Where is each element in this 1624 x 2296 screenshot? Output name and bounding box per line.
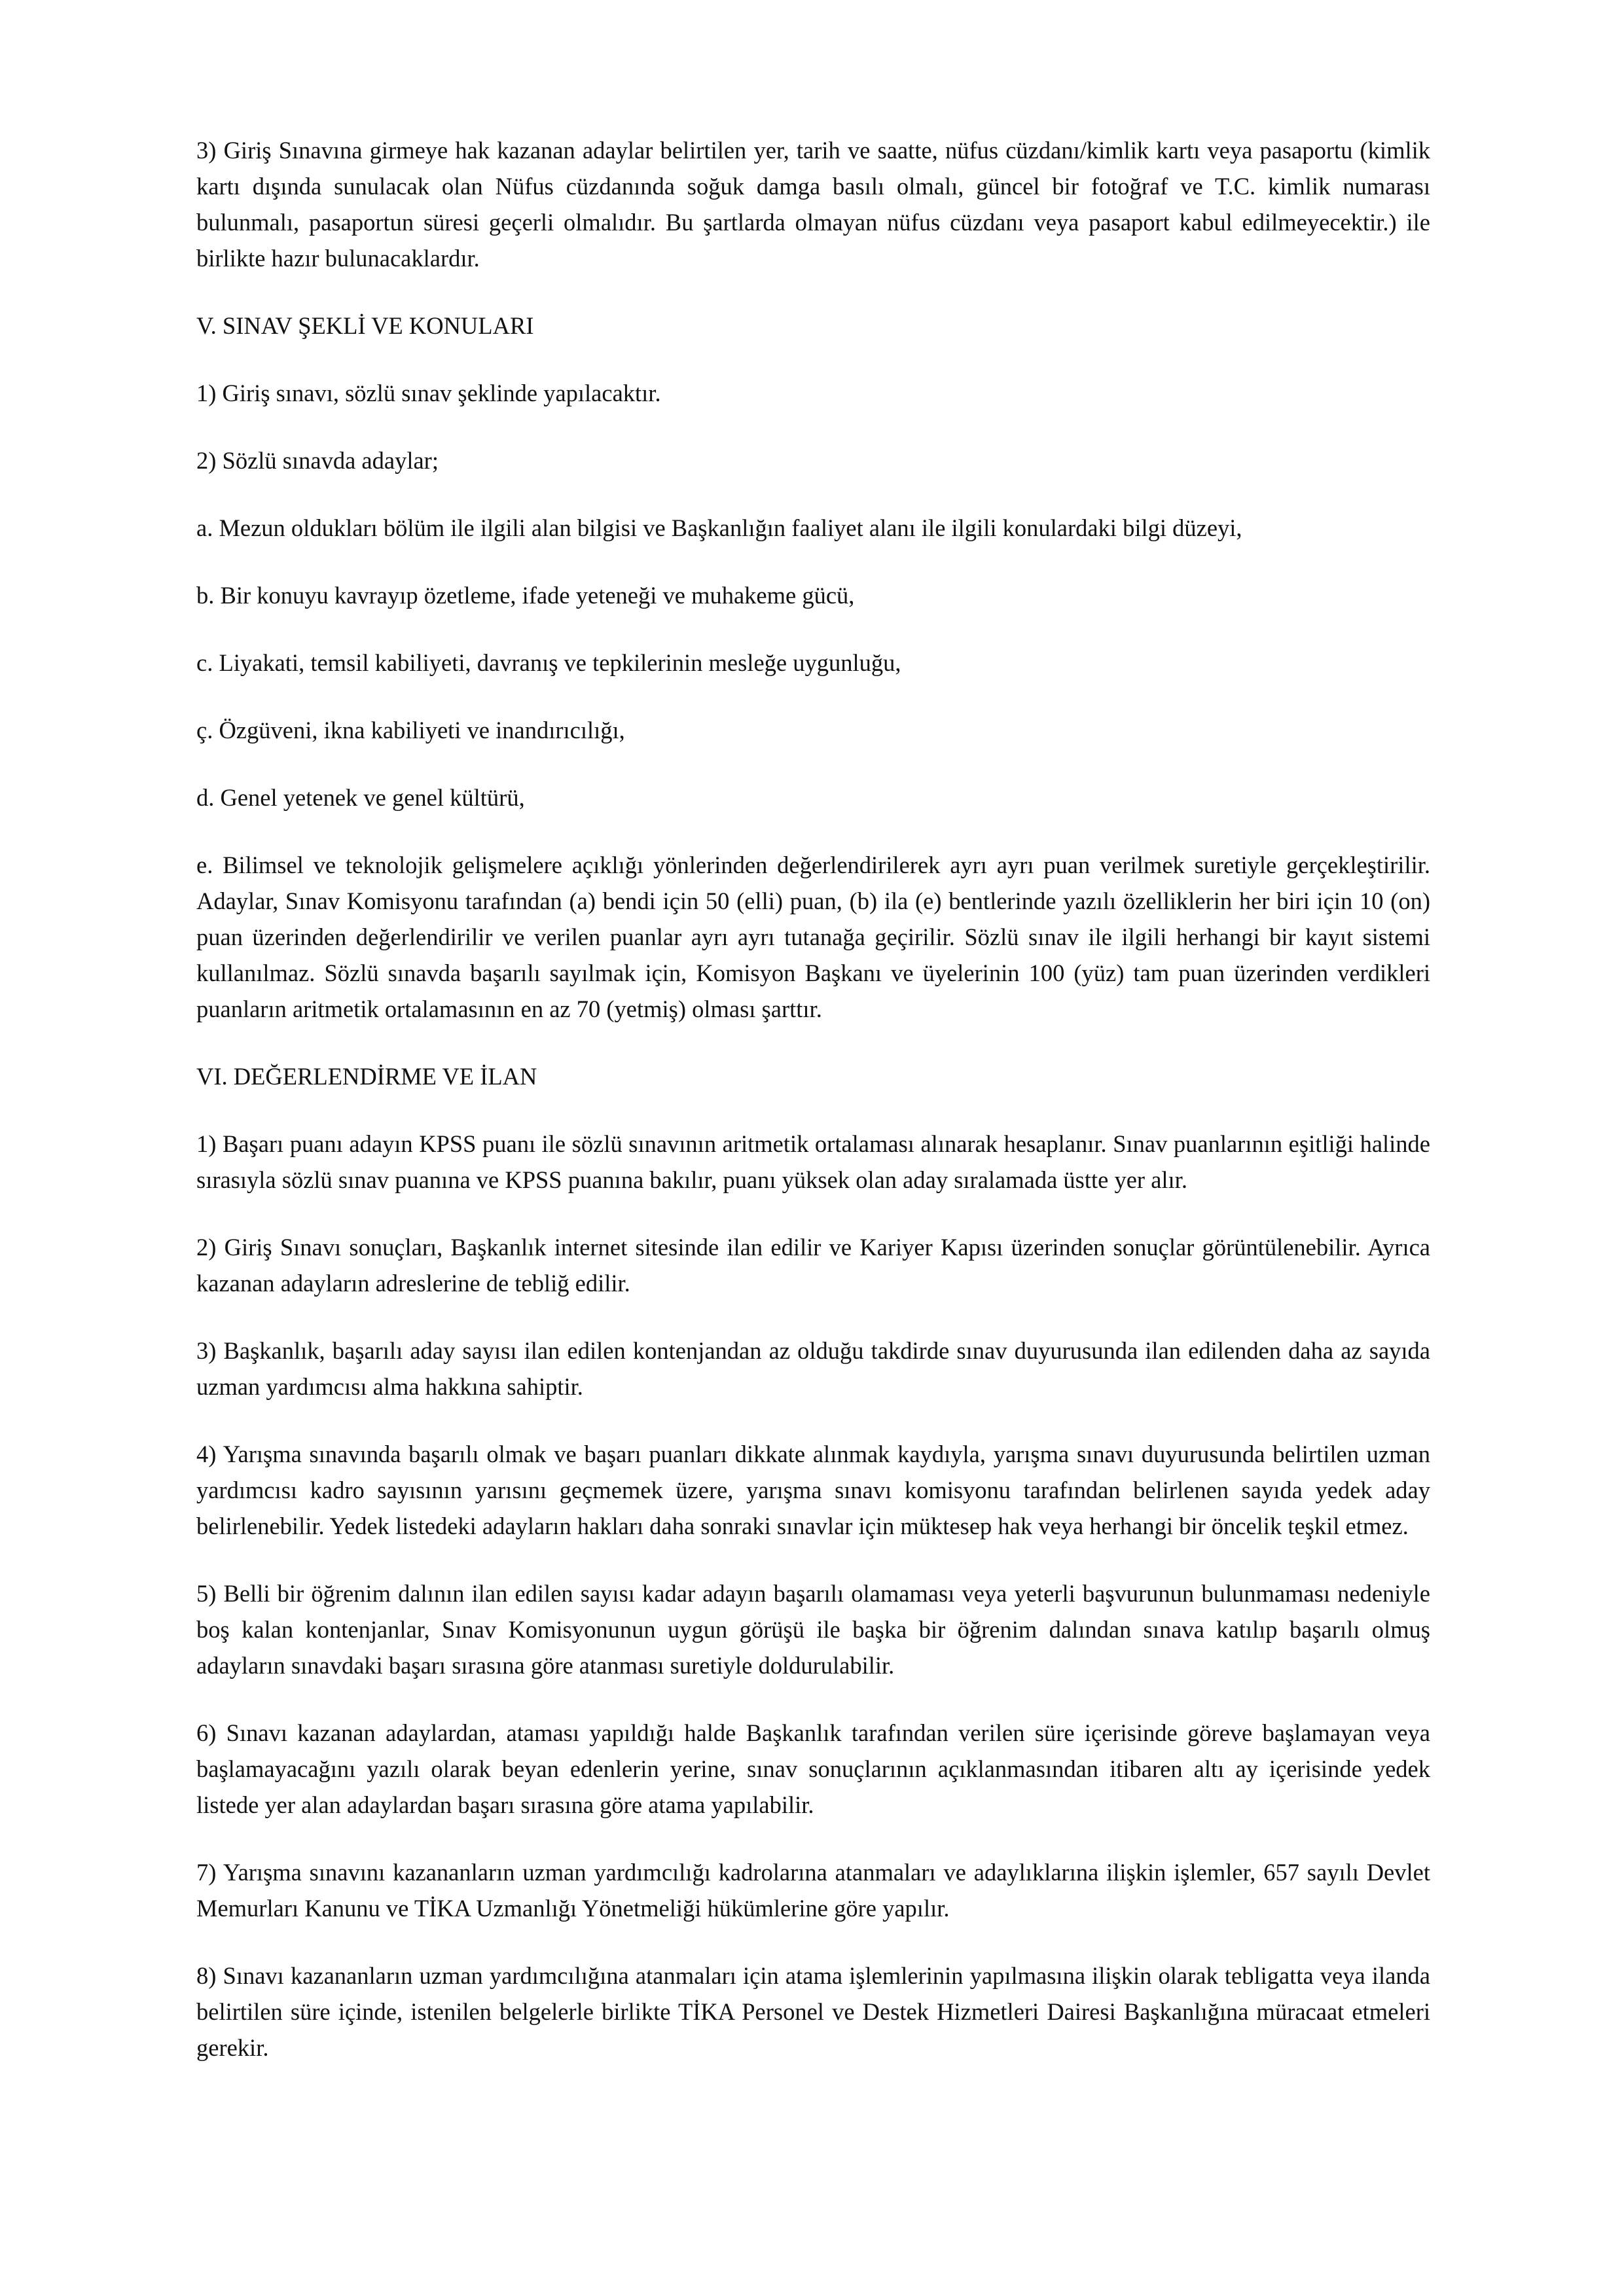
- list-item-d: d. Genel yetenek ve genel kültürü,: [196, 784, 525, 811]
- section-heading-exam-format: V. SINAV ŞEKLİ VE KONULARI: [196, 312, 534, 339]
- paragraph-eval-5: 5) Belli bir öğrenim dalının ilan edilen sayısı kadar adayın başarılı olamaması veya yeterli başvurunun bulunmaması nedeniyle boş kalan kontenjanlar, Sınav Komisyonunun uygun görüşü ile başka bir öğrenim dalından sınava katılıp başarılı olmuş adayların sınavdaki başarı sırasına göre atanması suretiyle doldurulabilir.: [196, 1580, 1430, 1679]
- list-item-a: a. Mezun oldukları bölüm ile ilgili alan bilgisi ve Başkanlığın faaliyet alanı ile ilgili konulardaki bilgi düzeyi,: [196, 514, 1242, 541]
- paragraph-eval-8: 8) Sınavı kazananların uzman yardımcılığına atanmaları için atama işlemlerinin yapılmasına ilişkin olarak tebligatta veya ilanda belirtilen süre içinde, istenilen belgelerle birlikte TİKA Personel ve Destek Hizmetleri Dairesi Başkanlığına müracaat etmeleri gerekir.: [196, 1962, 1430, 2061]
- paragraph-eval-6: 6) Sınavı kazanan adaylardan, ataması yapıldığı halde Başkanlık tarafından verilen süre içerisinde göreve başlamayan veya başlamayacağını yazılı olarak beyan edenlerin yerine, sınav sonuçlarının açıklanmasından itibaren altı ay içerisinde yedek listede yer alan adaylardan başarı sırasına göre atama yapılabilir.: [196, 1719, 1430, 1818]
- paragraph-eval-1: 1) Başarı puanı adayın KPSS puanı ile sözlü sınavının aritmetik ortalaması alınarak hesaplanır. Sınav puanlarının eşitliği halinde sırasıyla sözlü sınav puanına ve KPSS puanına bakılır, puanı yüksek olan aday sıralamada üstte yer alır.: [196, 1130, 1430, 1193]
- list-item-c-cedilla: ç. Özgüveni, ikna kabiliyeti ve inandırıcılığı,: [196, 717, 625, 744]
- document-page: [196, 132, 1430, 2097]
- list-item-e: e. Bilimsel ve teknolojik gelişmelere açıklığı yönlerinden değerlendirilerek ayrı ayrı puan verilmek suretiyle gerçekleştirilir. Adaylar, Sınav Komisyonu tarafından (a) bendi için 50 (elli) puan, (b) ila (e) bentlerinde yazılı özelliklerin her biri için 10 (on) puan üzerinden değerlendirilir ve verilen puanlar ayrı ayrı tutanağa geçirilir. Sözlü sınav ile ilgili herhangi bir kayıt sistemi kullanılmaz. Sözlü sınavda başarılı sayılmak için, Komisyon Başkanı ve üyelerinin 100 (yüz) tam puan üzerinden verdikleri puanların aritmetik ortalamasının en az 70 (yetmiş) olması şarttır.: [196, 852, 1430, 1022]
- list-item-c: c. Liyakati, temsil kabiliyeti, davranış ve tepkilerinin mesleğe uygunluğu,: [196, 649, 901, 676]
- paragraph-eval-4: 4) Yarışma sınavında başarılı olmak ve başarı puanları dikkate alınmak kaydıyla, yarışma sınavı duyurusunda belirtilen uzman yardımcısı kadro sayısının yarısını geçmemek üzere, yarışma sınavı komisyonu tarafından belirlenen sayıda yedek aday belirlenebilir. Yedek listedeki adayların hakları daha sonraki sınavlar için müktesep hak veya herhangi bir öncelik teşkil etmez.: [196, 1441, 1430, 1539]
- paragraph-oral-exam: 1) Giriş sınavı, sözlü sınav şeklinde yapılacaktır.: [196, 380, 661, 406]
- list-item-b: b. Bir konuyu kavrayıp özetleme, ifade yeteneği ve muhakeme gücü,: [196, 582, 855, 609]
- section-heading-evaluation: VI. DEĞERLENDİRME VE İLAN: [196, 1063, 537, 1090]
- paragraph-eval-7: 7) Yarışma sınavını kazananların uzman yardımcılığı kadrolarına atanmaları ve adaylıklarına ilişkin işlemler, 657 sayılı Devlet Memurları Kanunu ve TİKA Uzmanlığı Yönetmeliği hükümlerine göre yapılır.: [196, 1859, 1430, 1922]
- paragraph-3-identity-documents: 3) Giriş Sınavına girmeye hak kazanan adaylar belirtilen yer, tarih ve saatte, nüfus cüzdanı/kimlik kartı veya pasaportu (kimlik kartı dışında sunulacak olan Nüfus cüzdanında soğuk damga basılı olmalı, güncel bir fotoğraf ve T.C. kimlik numarası bulunmalı, pasaportun süresi geçerli olmalıdır. Bu şartlarda olmayan nüfus cüzdanı veya pasaport kabul edilmeyecektir.) ile birlikte hazır bulunacaklardır.: [196, 137, 1430, 272]
- paragraph-eval-2: 2) Giriş Sınavı sonuçları, Başkanlık internet sitesinde ilan edilir ve Kariyer Kapısı üzerinden sonuçlar görüntülenebilir. Ayrıca kazanan adayların adreslerine de tebliğ edilir.: [196, 1234, 1430, 1297]
- paragraph-oral-exam-candidates: 2) Sözlü sınavda adaylar;: [196, 447, 439, 474]
- paragraph-eval-3: 3) Başkanlık, başarılı aday sayısı ilan edilen kontenjandan az olduğu takdirde sınav duyurusunda ilan edilenden daha az sayıda uzman yardımcısı alma hakkına sahiptir.: [196, 1337, 1430, 1400]
